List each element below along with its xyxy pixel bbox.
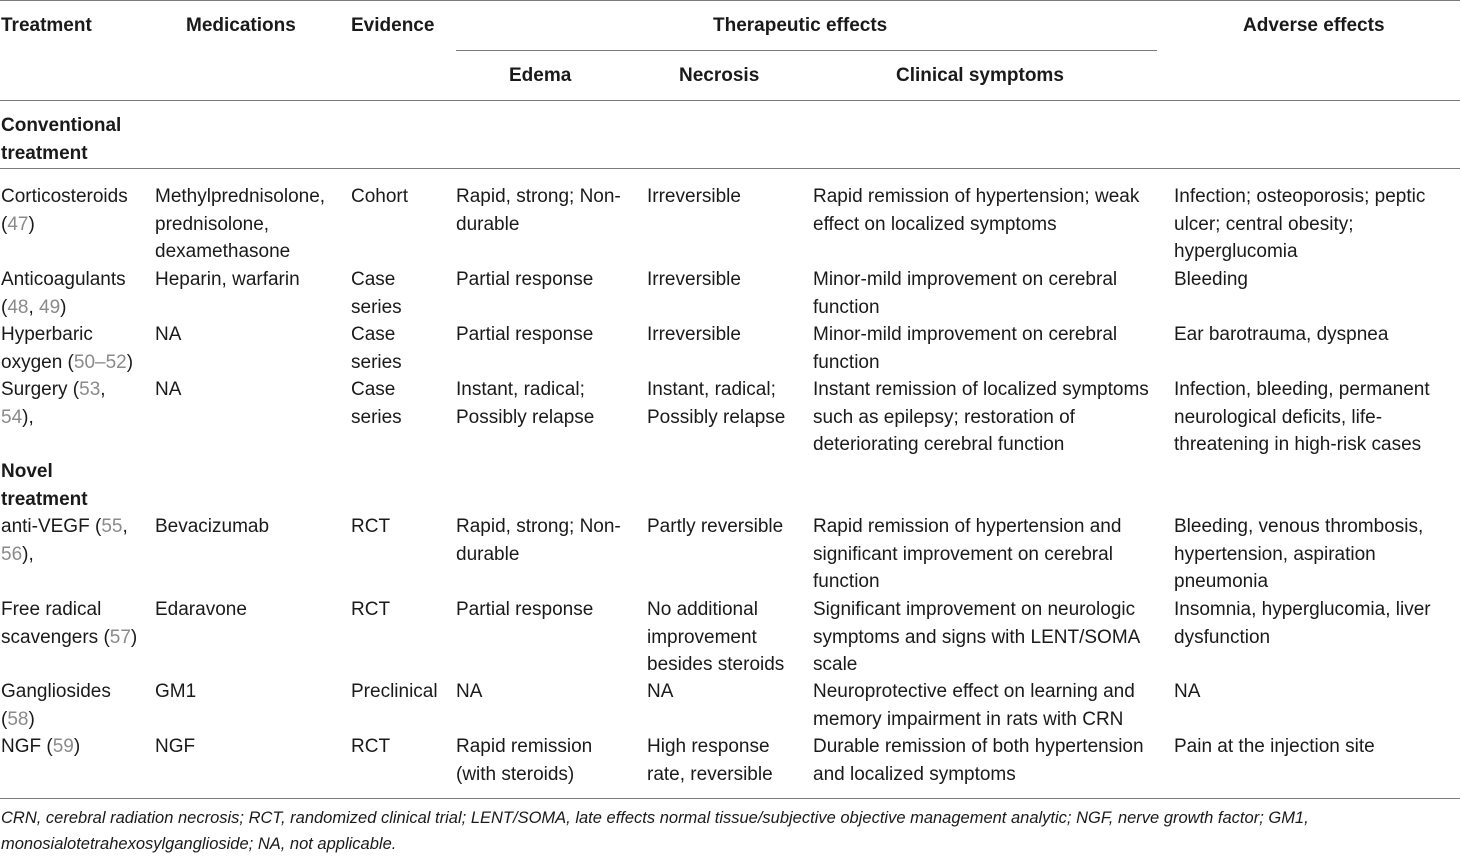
cell-treatment bbox=[1, 266, 143, 321]
cell-edema: Partial response bbox=[456, 324, 594, 345]
cell-clinical: Neuroprotective effect on learning and memory impairment in rats with CRN bbox=[813, 681, 1135, 730]
cell-medications: Bevacizumab bbox=[155, 516, 270, 537]
cell-clinical: Rapid remission of hypertension and significant improvement on cerebral function bbox=[813, 516, 1122, 592]
reference-link[interactable]: 56 bbox=[1, 543, 23, 565]
cell-evidence: Preclinical bbox=[351, 681, 438, 702]
cell-edema: Partial response bbox=[456, 599, 594, 620]
cell-clinical: Minor-mild improvement on cerebral function bbox=[813, 269, 1118, 318]
cell-treatment bbox=[1, 733, 143, 761]
treatment-name: anti-VEGF ( bbox=[1, 516, 102, 537]
cell-evidence: Case series bbox=[351, 324, 402, 373]
cell-necrosis: Irreversible bbox=[647, 186, 741, 207]
treatment-tail: ), bbox=[22, 543, 34, 565]
cell-medications: NA bbox=[155, 379, 182, 400]
cell-edema: Rapid, strong; Non-durable bbox=[456, 186, 621, 235]
cell-edema: NA bbox=[456, 681, 483, 702]
reference-separator: , bbox=[122, 516, 128, 537]
reference-link[interactable]: 54 bbox=[1, 406, 23, 428]
cell-edema: Rapid remission (with steroids) bbox=[456, 736, 593, 785]
section-novel-treatment: Novel treatment bbox=[1, 461, 88, 510]
cell-medications: NGF bbox=[155, 736, 196, 757]
reference-link[interactable]: 53 bbox=[79, 379, 101, 400]
cell-necrosis: Instant, radical; Possibly relapse bbox=[647, 379, 786, 428]
cell-adverse: Bleeding bbox=[1174, 269, 1248, 290]
table-footnote: CRN, cerebral radiation necrosis; RCT, randomized clinical trial; LENT/SOMA, late effects normal tissue/subjective objective management analytic; NGF, nerve growth factor; GM1, monosialotetrahexosylganglioside; NA, not applicable. bbox=[1, 809, 1309, 853]
cell-adverse: Infection, bleeding, permanent neurological deficits, life-threatening in high-risk cases bbox=[1174, 379, 1430, 455]
reference-separator: , bbox=[100, 379, 106, 400]
cell-treatment bbox=[1, 678, 143, 733]
cell-necrosis: NA bbox=[647, 681, 674, 702]
header-medications: Medications bbox=[186, 15, 296, 36]
cell-evidence: Case series bbox=[351, 269, 402, 318]
reference-link[interactable]: 47 bbox=[7, 213, 29, 235]
table-bottom-rule bbox=[0, 798, 1460, 799]
treatment-tail: ) bbox=[126, 351, 134, 373]
cell-clinical: Durable remission of both hypertension and localized symptoms bbox=[813, 736, 1144, 785]
section-conventional-treatment: Conventional treatment bbox=[1, 115, 122, 164]
treatment-name: Gangliosides ( bbox=[1, 681, 111, 730]
treatment-name: Surgery ( bbox=[1, 379, 80, 400]
reference-link[interactable]: 48 bbox=[7, 296, 29, 318]
reference-separator: , bbox=[28, 296, 40, 318]
cell-necrosis: Irreversible bbox=[647, 269, 741, 290]
cell-treatment bbox=[1, 513, 143, 568]
cell-edema: Instant, radical; Possibly relapse bbox=[456, 379, 595, 428]
header-edema: Edema bbox=[509, 65, 572, 86]
reference-link[interactable]: 58 bbox=[7, 708, 29, 730]
reference-link[interactable]: 49 bbox=[39, 296, 61, 318]
cell-necrosis: High response rate, reversible bbox=[647, 736, 773, 785]
reference-link[interactable]: 55 bbox=[101, 516, 123, 537]
treatment-name: Hyperbaric oxygen ( bbox=[1, 324, 93, 373]
cell-adverse: NA bbox=[1174, 681, 1201, 702]
section-rule bbox=[0, 168, 1460, 169]
cell-adverse: Bleeding, venous thrombosis, hypertension, aspiration pneumonia bbox=[1174, 516, 1424, 592]
cell-medications: Heparin, warfarin bbox=[155, 269, 300, 290]
cell-evidence: RCT bbox=[351, 516, 391, 537]
cell-treatment bbox=[1, 183, 143, 238]
cell-treatment bbox=[1, 321, 143, 376]
treatment-name: Corticosteroids ( bbox=[1, 186, 128, 235]
top-rule bbox=[0, 0, 1460, 1]
cell-medications: Edaravone bbox=[155, 599, 247, 620]
cell-medications: Methylprednisolone, prednisolone, dexamethasone bbox=[155, 186, 326, 262]
header-therapeutic-effects: Therapeutic effects bbox=[713, 15, 888, 36]
header-necrosis: Necrosis bbox=[679, 65, 760, 86]
cell-edema: Partial response bbox=[456, 269, 594, 290]
treatment-name: Anticoagulants ( bbox=[1, 269, 126, 318]
treatment-tail: ) bbox=[28, 708, 35, 730]
cell-edema: Rapid, strong; Non-durable bbox=[456, 516, 621, 565]
cell-evidence: Cohort bbox=[351, 186, 409, 207]
cell-clinical: Significant improvement on neurologic symptoms and signs with LENT/SOMA scale bbox=[813, 599, 1140, 675]
cell-adverse: Infection; osteoporosis; peptic ulcer; central obesity; hyperglucomia bbox=[1174, 186, 1426, 262]
cell-clinical: Rapid remission of hypertension; weak effect on localized symptoms bbox=[813, 186, 1140, 235]
treatment-tail: ) bbox=[28, 213, 35, 235]
cell-treatment bbox=[1, 376, 143, 431]
cell-evidence: RCT bbox=[351, 599, 391, 620]
treatment-tail: ) bbox=[60, 296, 67, 318]
cell-necrosis: Partly reversible bbox=[647, 516, 784, 537]
cell-adverse: Pain at the injection site bbox=[1174, 736, 1375, 757]
cell-adverse: Ear barotrauma, dyspnea bbox=[1174, 324, 1389, 345]
treatment-tail: ) bbox=[73, 736, 81, 757]
cell-treatment bbox=[1, 596, 143, 651]
therapeutic-effects-underline bbox=[456, 50, 1157, 51]
header-treatment: Treatment bbox=[1, 15, 92, 36]
cell-medications: NA bbox=[155, 324, 182, 345]
treatment-tail: ), bbox=[22, 406, 34, 428]
cell-clinical: Minor-mild improvement on cerebral function bbox=[813, 324, 1118, 373]
header-clinical-symptoms: Clinical symptoms bbox=[896, 65, 1064, 86]
reference-link[interactable]: 59 bbox=[52, 736, 74, 757]
treatment-name: NGF ( bbox=[1, 736, 53, 757]
header-evidence: Evidence bbox=[351, 15, 435, 36]
cell-necrosis: Irreversible bbox=[647, 324, 741, 345]
cell-necrosis: No additional improvement besides steroids bbox=[647, 599, 785, 675]
cell-evidence: Case series bbox=[351, 379, 402, 428]
treatment-name: Free radical scavengers ( bbox=[1, 599, 110, 648]
cell-clinical: Instant remission of localized symptoms such as epilepsy; restoration of deteriorating cerebral function bbox=[813, 379, 1149, 455]
header-adverse-effects: Adverse effects bbox=[1243, 15, 1385, 36]
treatment-tail: ) bbox=[130, 626, 138, 648]
cell-medications: GM1 bbox=[155, 681, 197, 702]
header-bottom-rule bbox=[0, 100, 1460, 101]
reference-link[interactable]: 50–52 bbox=[73, 351, 127, 373]
cell-evidence: RCT bbox=[351, 736, 391, 757]
reference-link[interactable]: 57 bbox=[109, 626, 131, 648]
cell-adverse: Insomnia, hyperglucomia, liver dysfunction bbox=[1174, 599, 1431, 648]
